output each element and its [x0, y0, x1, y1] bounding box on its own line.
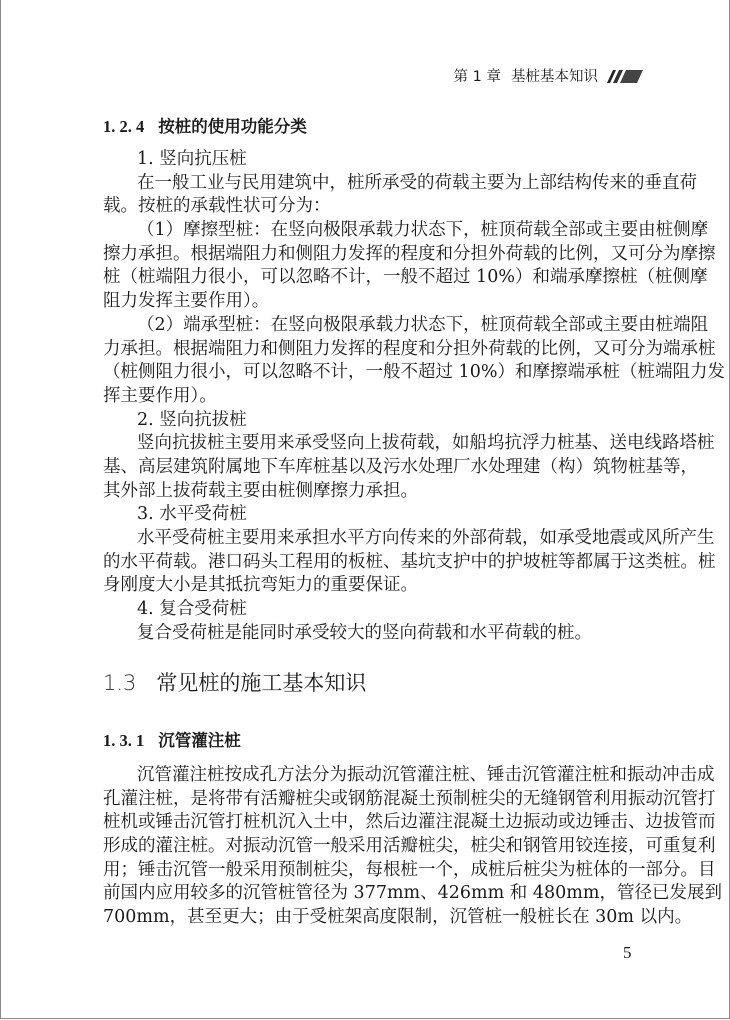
- paragraph-line: 力承担。根据端阻力和侧阻力发挥的程度和分担外荷载的比例，又可分为端承桩: [103, 338, 716, 359]
- paragraph-line: 形成的灌注桩。对振动沉管一般采用活瓣桩尖，桩尖和钢管用铰连接，可重复利: [103, 836, 716, 857]
- paragraph-line: 基、高层建筑附属地下车库桩基以及污水处理厂水处理建（构）筑物桩基等，: [103, 456, 698, 477]
- paragraph-line: （2）端承型桩：在竖向极限承载力状态下，桩顶荷载全部或主要由桩端阻: [137, 314, 709, 335]
- section-heading-1-3-1: [103, 729, 241, 753]
- page-number: 5: [623, 943, 632, 962]
- header-slash-decoration-icon: [607, 70, 643, 83]
- paragraph-line: 前国内应用较多的沉管桩管径为 377mm、426mm 和 480mm，管径已发展到: [103, 883, 722, 904]
- section-number: 1. 3. 1: [103, 731, 145, 750]
- subheading-line: 2. 竖向抗拔桩: [137, 409, 247, 430]
- section-title: 常见桩的施工基本知识: [156, 671, 367, 695]
- paragraph-line: 水平受荷桩主要用来承担水平方向传来的外部荷载，如承受地震或风所产生: [137, 528, 715, 548]
- section-number: 1.3: [103, 671, 137, 695]
- paragraph-line: 桩（桩端阻力很小，可以忽略不计，一般不超过 10%）和端承摩擦桩（桩侧摩: [103, 267, 708, 288]
- header-chapter: 第 1 章: [453, 69, 501, 85]
- subheading-line: 1. 竖向抗压桩: [137, 149, 247, 169]
- paragraph-line: 用；锤击沉管一般采用预制桩尖，每根桩一个，成桩后桩尖为桩体的一部分。目: [103, 859, 716, 880]
- section-title: 按桩的使用功能分类: [158, 117, 307, 136]
- paragraph-line: 其外部上拔荷载主要由桩侧摩擦力承担。: [103, 480, 418, 501]
- subheading-line: 4. 复合受荷桩: [137, 599, 247, 620]
- paragraph-line: 阻力发挥主要作用）。: [103, 291, 270, 312]
- section-title: 沉管灌注桩: [158, 731, 241, 750]
- paragraph-line: 700mm，甚至更大；由于受桩架高度限制，沉管桩一般桩长在 30m 以内。: [103, 907, 693, 928]
- paragraph-line: 竖向抗拔桩主要用来承受竖向上拔荷载，如船坞抗浮力桩基、送电线路塔桩: [137, 433, 715, 454]
- body-text-1-3-1: [103, 764, 722, 930]
- paragraph-line: 桩机或锤击沉管打桩机沉入土中，然后边灌注混凝土边振动或边锤击、边拔管而: [103, 812, 716, 833]
- paragraph-line: 挥主要作用）。: [103, 385, 217, 406]
- paragraph-line: 沉管灌注桩按成孔方法分为振动沉管灌注桩、锤击沉管灌注桩和振动冲击成: [137, 765, 715, 785]
- paragraph-line: 擦力承担。根据端阻力和侧阻力发挥的程度和分担外荷载的比例，又可分为摩擦: [103, 243, 716, 264]
- body-text-1-2-4: [103, 148, 725, 645]
- section-heading-1-2-4: [103, 115, 307, 139]
- section-number: 1. 2. 4: [103, 117, 145, 136]
- paragraph-line: 载。按桩的承载性状可分为：: [103, 196, 331, 217]
- paragraph-line: 孔灌注桩，是将带有活瓣桩尖或钢筋混凝土预制桩尖的无缝钢管利用振动沉管打: [103, 788, 716, 809]
- header-title: 基桩基本知识: [511, 69, 598, 85]
- paragraph-line: （桩侧阻力很小，可以忽略不计，一般不超过 10%）和摩擦端承桩（桩端阻力发: [103, 362, 725, 383]
- paragraph-line: （1）摩擦型桩：在竖向极限承载力状态下，桩顶荷载全部或主要由桩侧摩: [137, 220, 709, 241]
- section-heading-1-3: [103, 669, 366, 697]
- subheading-line: 3. 水平受荷桩: [137, 504, 247, 525]
- paragraph-line: 的水平荷载。港口码头工程用的板桩、基坑支护中的护坡桩等都属于这类桩。桩: [103, 551, 716, 572]
- paragraph-line: 在一般工业与民用建筑中，桩所承受的荷载主要为上部结构传来的垂直荷: [137, 172, 697, 193]
- paragraph-line: 复合受荷桩是能同时承受较大的竖向荷载和水平荷载的桩。: [137, 622, 592, 643]
- running-header: [444, 66, 598, 88]
- paragraph-line: 身刚度大小是其抵抗弯矩力的重要保证。: [103, 575, 418, 596]
